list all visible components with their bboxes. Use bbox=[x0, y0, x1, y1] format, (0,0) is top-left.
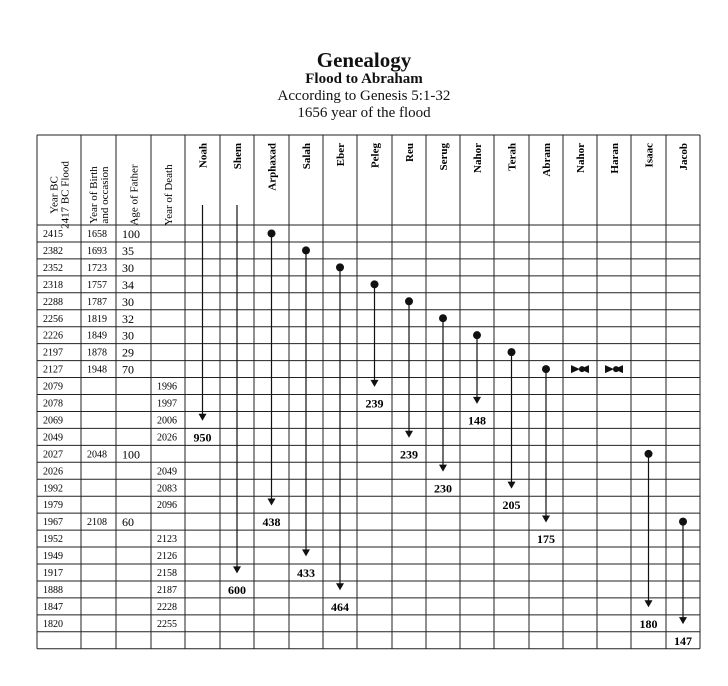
age-father-cell: 30 bbox=[122, 260, 134, 275]
person-name: Peleg bbox=[369, 143, 382, 169]
age-father-cell: 32 bbox=[122, 311, 134, 326]
lifeline-arrow bbox=[508, 482, 516, 489]
year-death-cell: 1996 bbox=[157, 381, 177, 393]
bowtie-dot bbox=[579, 366, 585, 372]
year-birth-cell: 1693 bbox=[87, 245, 107, 257]
age-father-cell: 70 bbox=[122, 362, 134, 377]
year-bc-cell: 1949 bbox=[43, 551, 63, 563]
header-year-birth bbox=[88, 166, 111, 224]
year-death-cell: 2026 bbox=[157, 432, 177, 444]
year-bc-cell: 2027 bbox=[43, 449, 63, 461]
year-death-cell: 2083 bbox=[157, 483, 177, 495]
year-death-cell: 2049 bbox=[157, 466, 177, 478]
person-header bbox=[301, 143, 313, 169]
age-father-cell: 30 bbox=[122, 294, 134, 309]
year-bc-cell: 2127 bbox=[43, 364, 63, 376]
person-header bbox=[438, 143, 450, 171]
age-father-cell: 60 bbox=[122, 515, 134, 530]
year-bc-cell: 2415 bbox=[43, 229, 63, 240]
lifespan-label: 148 bbox=[468, 413, 486, 428]
person-name: Terah bbox=[506, 143, 519, 171]
year-bc-cell: 2226 bbox=[43, 330, 63, 342]
year-death-cell: 2187 bbox=[157, 584, 177, 596]
lifespan-label: 175 bbox=[537, 532, 555, 547]
person-header bbox=[575, 143, 587, 173]
year-birth-cell: 1658 bbox=[87, 229, 107, 240]
lifeline-arrow bbox=[371, 380, 379, 387]
lifespan-label: 147 bbox=[674, 633, 692, 648]
lifeline-arrow bbox=[439, 465, 447, 472]
lifeline-arrow bbox=[336, 583, 344, 590]
person-header bbox=[232, 143, 244, 169]
person-header bbox=[370, 143, 382, 169]
year-birth-cell: 1787 bbox=[87, 296, 107, 308]
lifespan-label: 433 bbox=[297, 566, 315, 580]
year-bc-cell: 1952 bbox=[43, 534, 63, 546]
person-name: Serug bbox=[438, 143, 450, 171]
lifeline-arrow bbox=[405, 431, 413, 438]
lifespan-label: 600 bbox=[228, 582, 246, 597]
person-name: Haran bbox=[609, 143, 621, 174]
person-name: Nahor bbox=[575, 143, 587, 173]
person-name: Abram bbox=[541, 143, 553, 177]
year-birth-cell: 1723 bbox=[87, 262, 107, 274]
person-header bbox=[678, 143, 690, 171]
lifeline-arrow bbox=[645, 600, 653, 607]
year-birth-cell: 1819 bbox=[87, 313, 107, 325]
age-father-cell: 100 bbox=[122, 447, 140, 462]
year-birth-cell: 1878 bbox=[87, 347, 107, 359]
header-year-death bbox=[163, 164, 175, 226]
year-bc-cell: 2256 bbox=[43, 313, 63, 325]
lifeline-arrow bbox=[473, 397, 481, 404]
source-reference: According to Genesis 5:1-32 bbox=[277, 88, 451, 104]
lifespan-label: 950 bbox=[193, 430, 212, 445]
year-death-cell: 2123 bbox=[157, 534, 177, 546]
year-birth-cell: 1849 bbox=[87, 330, 107, 342]
person-header bbox=[472, 143, 484, 173]
year-bc-cell: 2078 bbox=[43, 398, 63, 410]
year-bc-cell: 1820 bbox=[43, 618, 63, 630]
year-bc-cell: 1917 bbox=[43, 568, 63, 579]
lifeline-arrow bbox=[233, 566, 241, 573]
lifespan-label: 205 bbox=[502, 498, 521, 513]
age-father-cell: 35 bbox=[122, 243, 134, 258]
year-death-cell: 2228 bbox=[157, 601, 177, 613]
person-header bbox=[609, 143, 621, 174]
bowtie-dot bbox=[613, 366, 619, 372]
year-death-cell: 1997 bbox=[157, 398, 177, 410]
year-death-cell: 2158 bbox=[157, 568, 177, 579]
age-father-cell: 34 bbox=[122, 277, 134, 292]
person-header bbox=[507, 143, 519, 171]
year-bc-cell: 2197 bbox=[43, 347, 63, 359]
year-death-cell: 2126 bbox=[157, 551, 177, 563]
page-subtitle: Flood to Abraham bbox=[305, 71, 423, 87]
year-bc-cell: 1847 bbox=[43, 601, 63, 613]
header-label: Year BC bbox=[48, 176, 61, 214]
header-label: and occasion bbox=[99, 166, 111, 224]
lifespan-label: 239 bbox=[400, 447, 418, 462]
person-name: Arphaxad bbox=[266, 143, 279, 191]
person-header bbox=[335, 143, 347, 166]
flood-year-note: 1656 year of the flood bbox=[297, 105, 431, 121]
person-name: Reu bbox=[404, 143, 416, 162]
person-header bbox=[644, 143, 656, 168]
person-header bbox=[267, 143, 279, 191]
header-year-bc bbox=[49, 161, 72, 229]
year-bc-cell: 2079 bbox=[43, 381, 63, 393]
year-bc-cell: 2318 bbox=[43, 279, 63, 291]
lifeline-arrow bbox=[542, 515, 550, 522]
year-birth-cell: 1948 bbox=[87, 364, 107, 376]
header-label: Year of Death bbox=[163, 164, 175, 226]
lifeline-arrow bbox=[268, 499, 276, 506]
header-age-father bbox=[129, 164, 141, 225]
year-birth-cell: 2108 bbox=[87, 517, 107, 529]
lifeline-arrow bbox=[679, 617, 687, 624]
age-father-cell: 29 bbox=[122, 345, 134, 360]
person-header bbox=[404, 143, 416, 162]
year-birth-cell: 1757 bbox=[87, 279, 107, 291]
year-bc-cell: 2352 bbox=[43, 262, 63, 274]
year-birth-cell: 2048 bbox=[87, 449, 107, 461]
year-bc-cell: 2049 bbox=[43, 432, 63, 444]
person-name: Isaac bbox=[643, 143, 656, 168]
year-bc-cell: 2382 bbox=[43, 245, 63, 257]
age-father-cell: 30 bbox=[122, 328, 134, 343]
year-death-cell: 2096 bbox=[157, 500, 177, 512]
person-name: Salah bbox=[301, 143, 313, 170]
person-name: Shem bbox=[232, 143, 244, 170]
age-father-cell: 100 bbox=[122, 227, 140, 241]
lifespan-label: 438 bbox=[262, 515, 281, 530]
lifespan-label: 230 bbox=[434, 481, 452, 496]
lifeline-arrow bbox=[302, 549, 310, 556]
year-bc-cell: 2288 bbox=[43, 296, 63, 308]
person-header bbox=[541, 143, 553, 177]
lifespan-label: 239 bbox=[365, 396, 384, 411]
person-name: Jacob bbox=[678, 143, 690, 171]
lifespan-label: 464 bbox=[331, 599, 349, 614]
header-label: Year of Birth bbox=[88, 166, 100, 224]
person-header bbox=[198, 143, 210, 168]
person-name: Eber bbox=[335, 143, 347, 167]
year-bc-cell: 2069 bbox=[43, 415, 63, 427]
year-bc-cell: 1979 bbox=[43, 500, 63, 512]
page-title: Genealogy bbox=[316, 48, 412, 72]
lifeline-arrow bbox=[199, 414, 207, 421]
person-name: Nahor bbox=[472, 143, 484, 173]
person-name: Noah bbox=[197, 143, 210, 169]
year-bc-cell: 2026 bbox=[43, 466, 63, 478]
year-death-cell: 2255 bbox=[157, 618, 177, 630]
year-death-cell: 2006 bbox=[157, 415, 177, 427]
lifespan-label: 180 bbox=[639, 616, 658, 631]
year-bc-cell: 1992 bbox=[43, 483, 63, 495]
year-bc-cell: 1888 bbox=[43, 584, 63, 596]
header-label: Age of Father bbox=[128, 164, 141, 226]
year-bc-cell: 1967 bbox=[43, 517, 63, 529]
header-label: 2417 BC Flood bbox=[59, 161, 72, 229]
